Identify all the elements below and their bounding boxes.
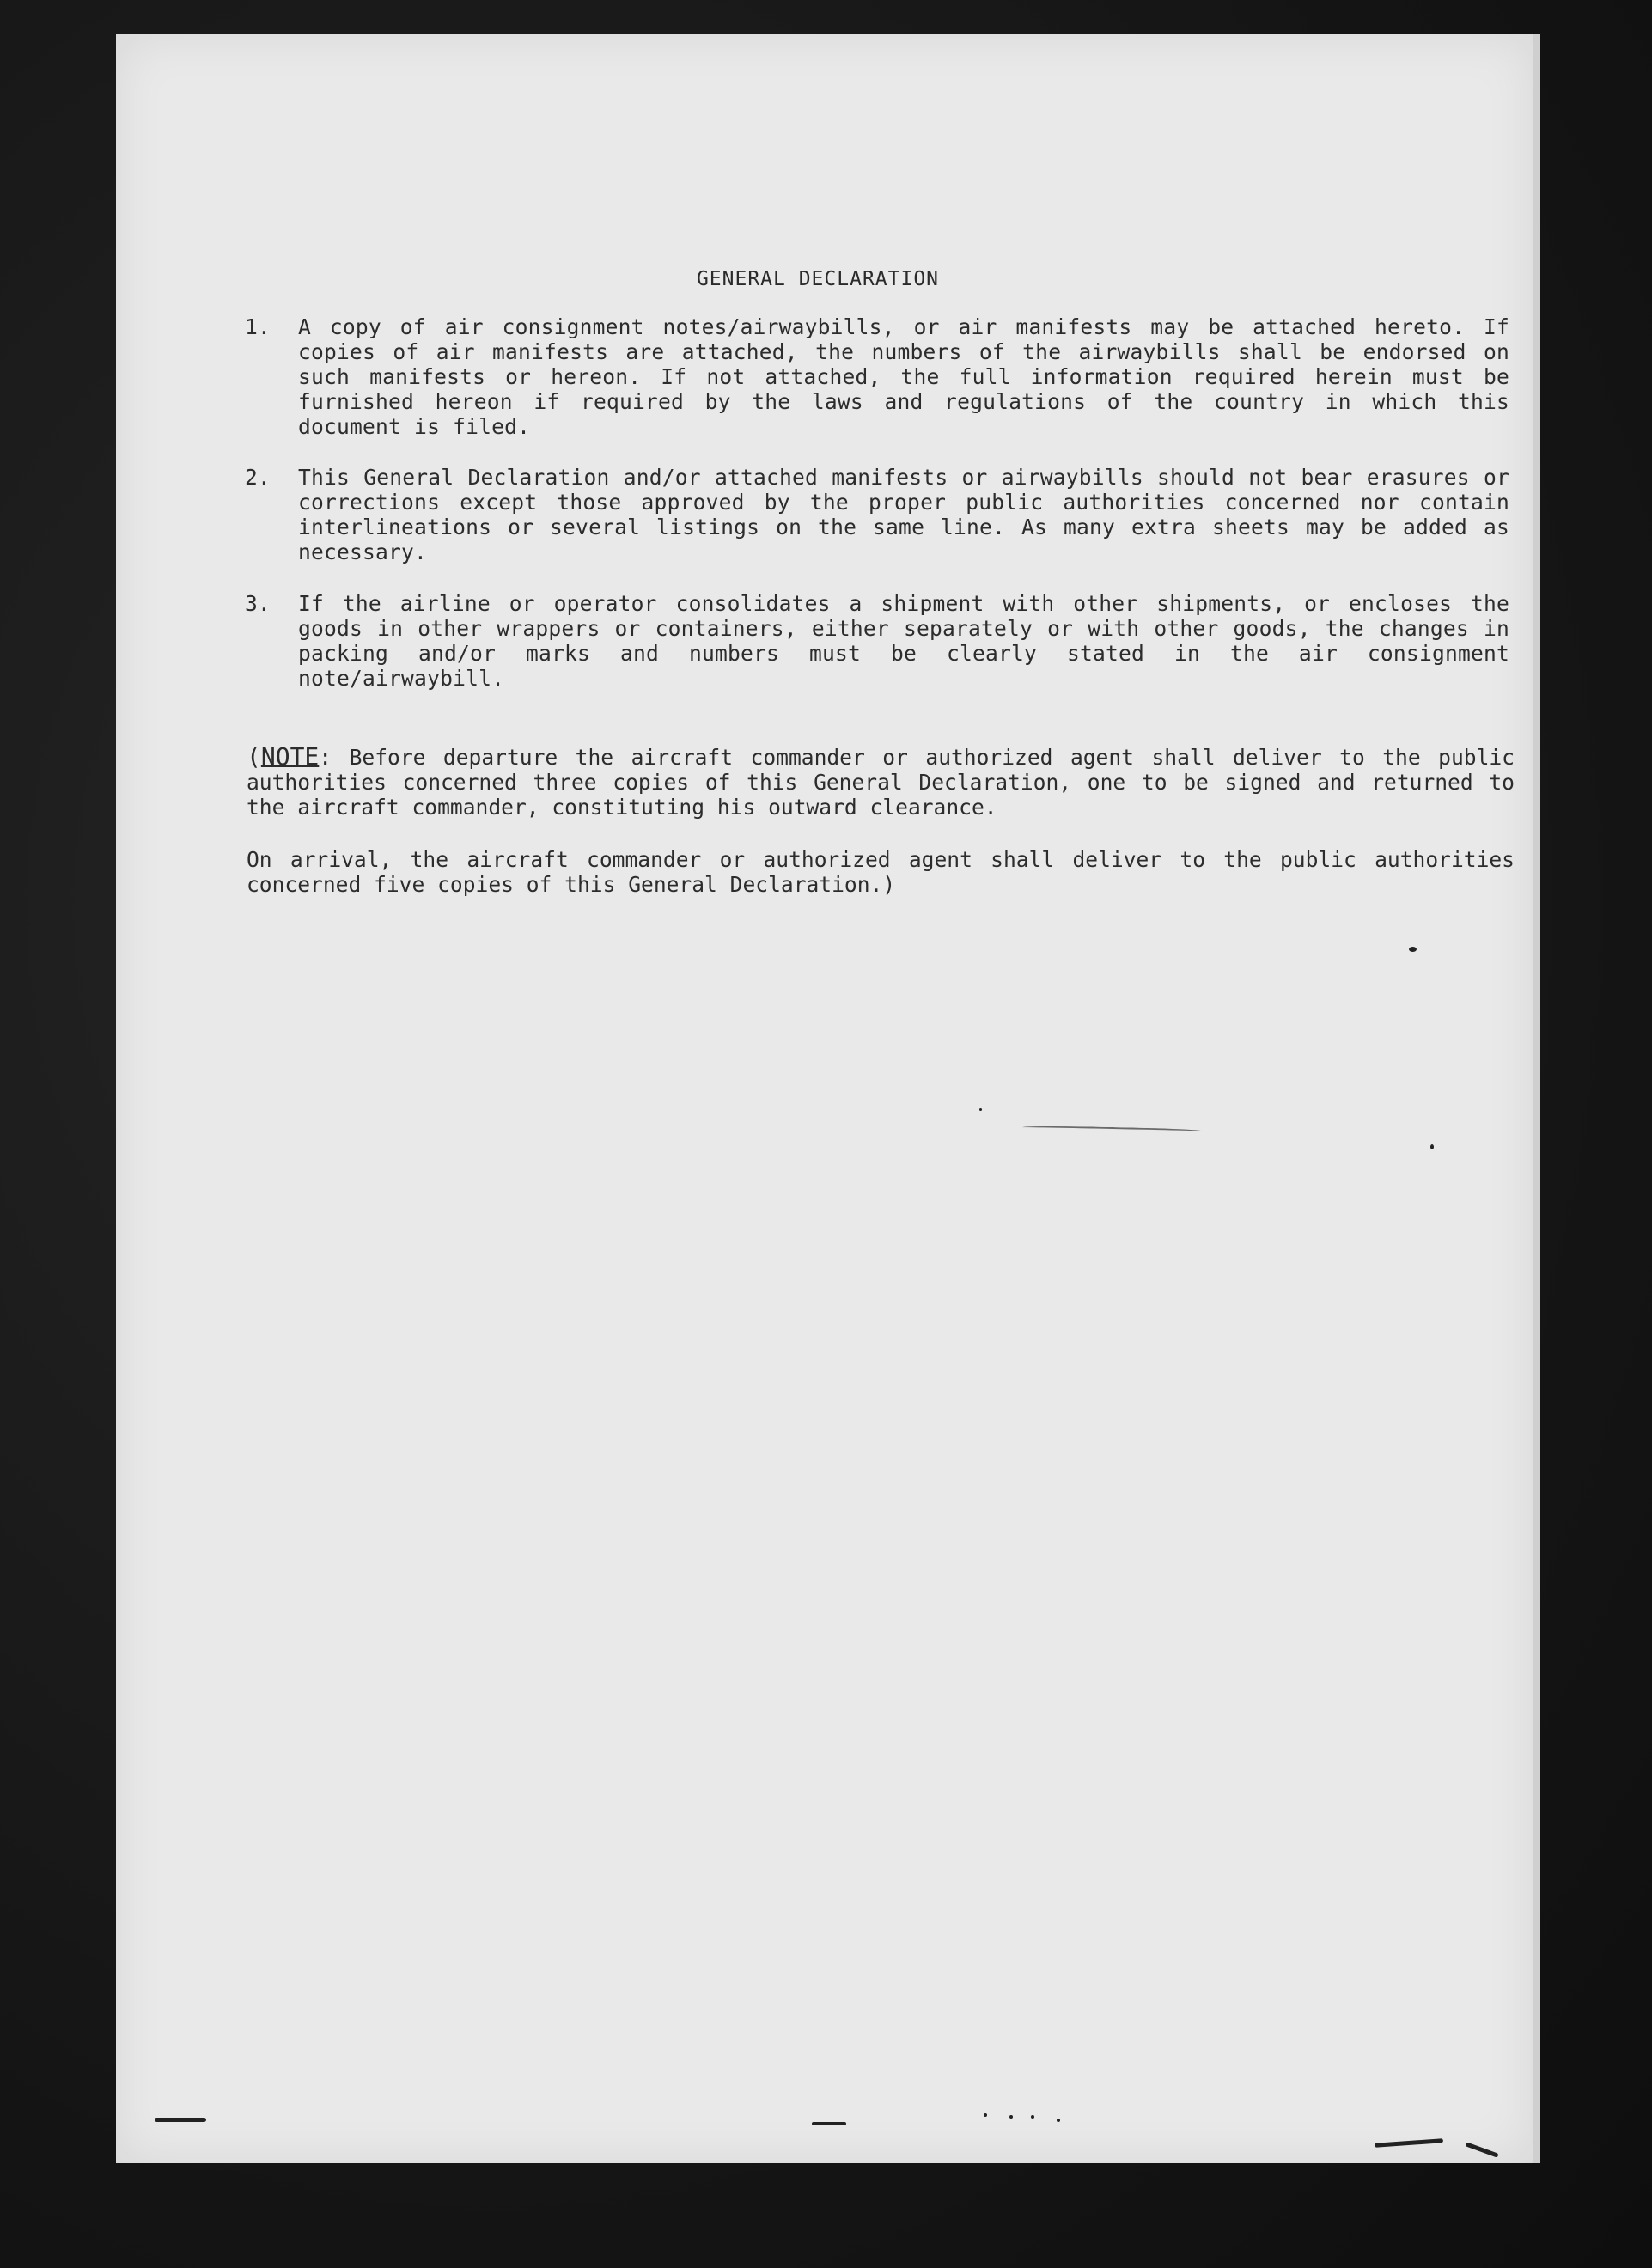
note-colon: : [319,745,332,770]
document-page [116,34,1533,2163]
item-number: 1. [245,314,271,339]
scan-speck [984,2113,987,2117]
item-text: If the airline or operator consolidates a shipment with other shipments, or encloses the goods in other wrappers or containers, either separately or with other goods, the changes in packing and/or marks and numbers must be clearly stated in the air consignment note/airwaybill. [298,591,1509,691]
stray-pen-mark [1022,1125,1203,1134]
page-edge [1533,34,1540,2163]
scan-speck [1057,2119,1060,2122]
scan-speck [1009,2115,1013,2119]
note-open-paren: ( [247,742,261,771]
item-number: 3. [245,591,271,616]
note-text: Before departure the aircraft commander or authorized agent shall deliver to the public authorities concerned three copies of this General Declaration, one to be signed and returned to the aircraft commander, constituting his outward clearance. [247,745,1515,820]
item-text: This General Declaration and/or attached manifests or airwaybills should not bear erasures or corrections except those approved by the proper public authorities concerned nor contain interlineations or several listings on the same line. As many extra sheets may be added as necessary. [298,465,1509,564]
scan-speck [155,2118,206,2122]
scan-speck [1465,2142,1498,2157]
scan-speck [1409,947,1417,952]
document-title: GENERAL DECLARATION [696,268,940,290]
item-text: A copy of air consignment notes/airwaybills, or air manifests may be attached hereto. If copies of air manifests are attached, the numbers of the airwaybills shall be endorsed on such manifests or hereon. If not attached, the full information required herein must be furnished hereon if required by the laws and regulations of the country in which this document is filed. [298,314,1509,439]
scan-speck [1430,1144,1434,1149]
arrival-paragraph: On arrival, the aircraft commander or authorized agent shall deliver to the public authorities concerned five copies of this General Declaration.) [247,847,1515,897]
note-label: NOTE [260,742,320,771]
scan-speck [1375,2138,1443,2148]
note-paragraph [247,744,1515,820]
item-number: 2. [245,465,271,490]
scan-speck [812,2122,846,2125]
scan-speck [1031,2115,1034,2119]
torn-edge [717,2135,941,2163]
scan-speck [979,1108,982,1111]
